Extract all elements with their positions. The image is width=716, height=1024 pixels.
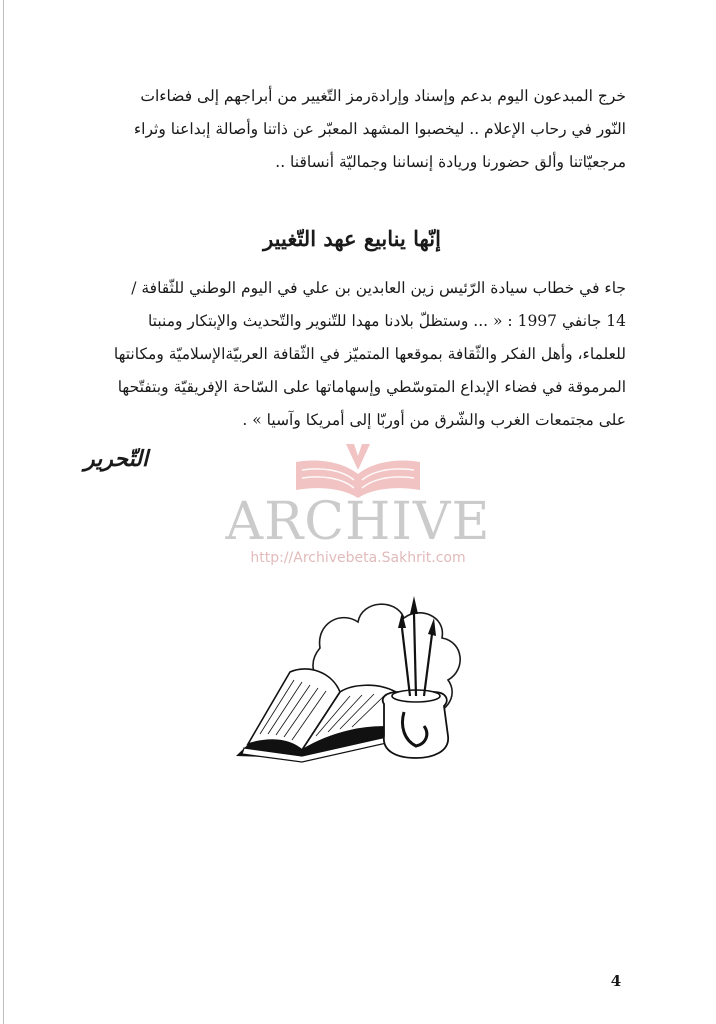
quote-line-2: 14 جانفي 1997 : « ... وستظلّ بلادنا مهدا للتّنوير والتّحديث والإبتكار ومنبتا	[147, 312, 626, 330]
book-and-inkwell-with-brushes-icon	[228, 588, 468, 764]
section-title: إنّها ينابيع عهد التّغيير	[263, 226, 441, 251]
watermark-name: ARCHIVE	[225, 492, 491, 552]
quote-line-4: المرموقة في فضاء الإبداع المتوسّطي وإسهاماتها على السّاحة الإفريقيّة وبتفتّحها	[117, 378, 626, 396]
intro-paragraph	[78, 80, 626, 179]
page-edge-line	[3, 0, 4, 1024]
page-number: 4	[610, 972, 622, 990]
quote-line-1: جاء في خطاب سيادة الرّئيس زين العابدين بن علي في اليوم الوطني للثّقافة /	[131, 279, 626, 297]
intro-line-3: مرجعيّاتنا وألق حضورنا وريادة إنساننا وجماليّة أنساقنا ..	[275, 153, 626, 171]
watermark-url: http://Archivebeta.Sakhrit.com	[250, 550, 466, 566]
intro-line-2: النّور في رحاب الإعلام .. ليخصبوا المشهد المعبّر عن ذاتنا وأصالة إبداعنا وثراء	[133, 120, 626, 138]
archive-watermark	[218, 440, 498, 580]
signature-editorial: التّحرير	[84, 446, 149, 472]
quote-line-5: على مجتمعات الغرب والشّرق من أوربّا إلى أمريكا وآسيا » .	[242, 411, 626, 429]
speech-quote-paragraph	[78, 272, 626, 437]
quote-line-3: للعلماء، وأهل الفكر والثّقافة بموقعها المتميّز في الثّقافة العربيّةالإسلاميّة ومكانتها	[113, 345, 626, 363]
intro-line-1: خرج المبدعون اليوم بدعم وإسناد وإرادةرمز التّغيير من أبراجهم إلى فضاءات	[140, 87, 626, 105]
